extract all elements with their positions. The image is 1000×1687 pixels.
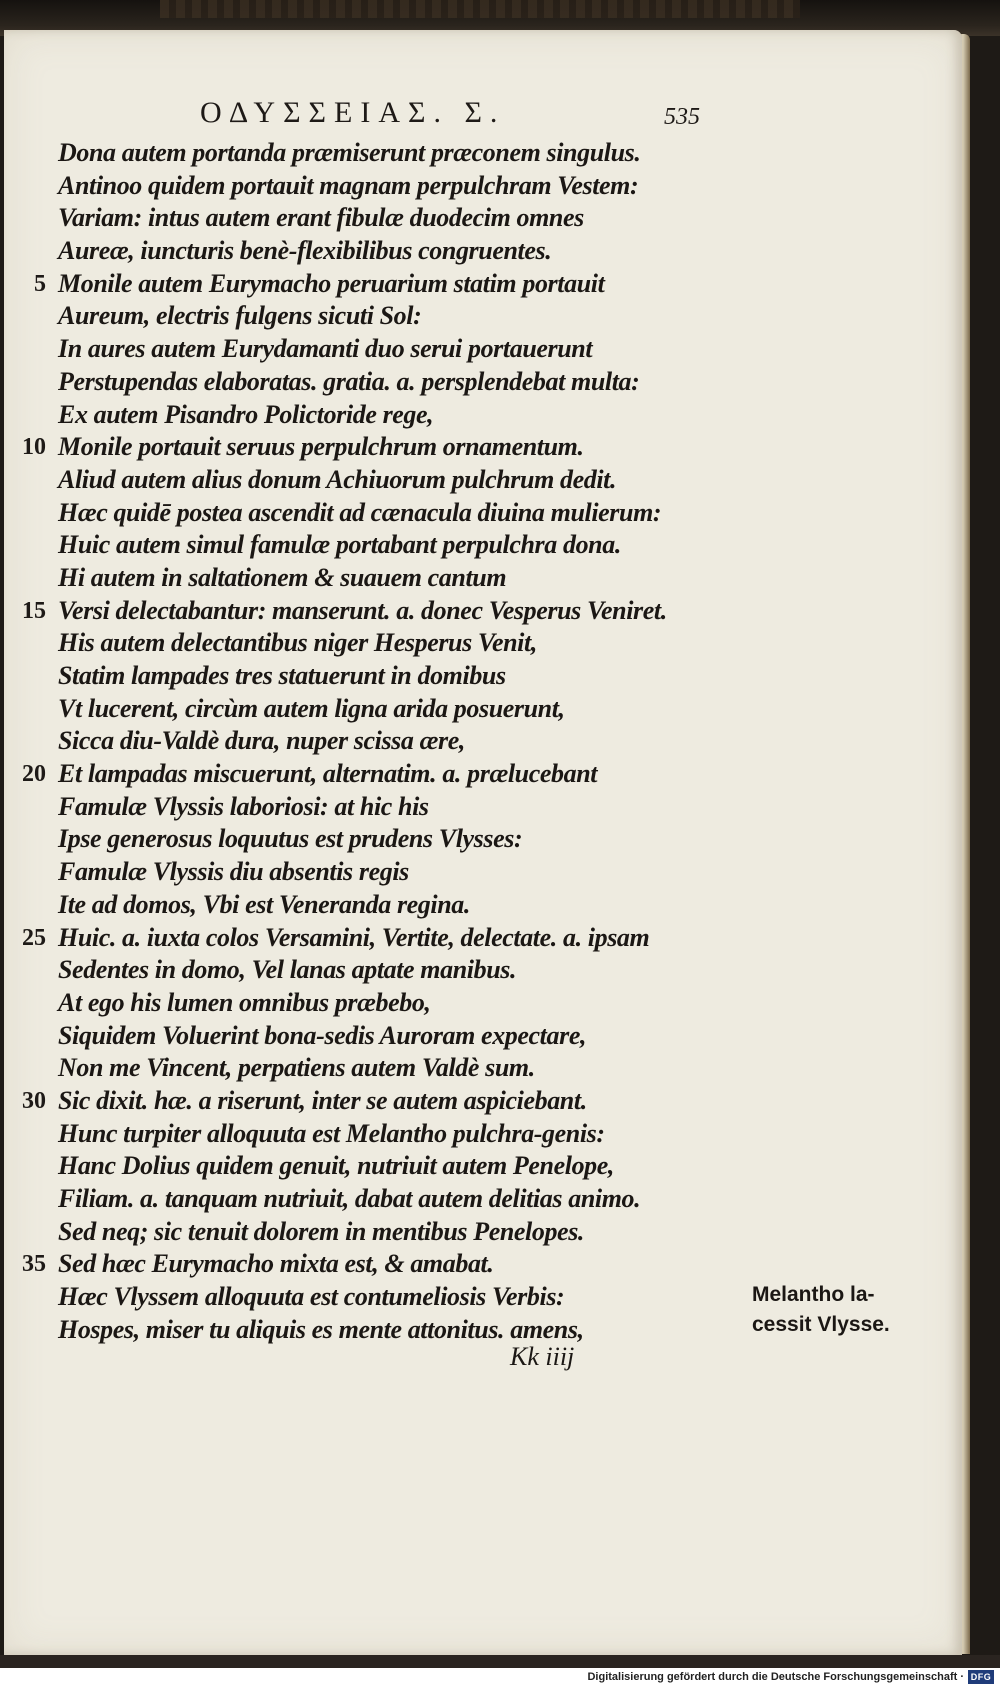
footer-credit-text: Digitalisierung gefördert durch die Deutsche Forschungsgemeinschaft · (587, 1671, 964, 1683)
verse-number: 10 (22, 434, 46, 461)
verse-text: Variam: intus autem erant fibulæ duodecim omnes (58, 203, 584, 233)
verse-line (0, 399, 960, 432)
verse-line (0, 562, 960, 595)
verse-text: Monile portauit seruus perpulchrum ornamentum. (58, 432, 584, 462)
verse-text: Aureæ, iuncturis benè-flexibilibus congruentes. (58, 236, 552, 266)
verse-text: Non me Vincent, perpatiens autem Valdè sum. (58, 1053, 535, 1083)
verse-line (0, 987, 960, 1020)
verse-text: Ite ad domos, Vbi est Veneranda regina. (58, 889, 470, 919)
verse-line (0, 660, 960, 693)
verse-text: Dona autem portanda præmiserunt præconem singulus. (58, 138, 641, 167)
verse-text: Famulæ Vlyssis laboriosi: at hic his (58, 791, 429, 821)
verse-line (0, 1052, 960, 1085)
verse-line (0, 823, 960, 856)
verse-number: 30 (22, 1087, 46, 1114)
verse-line (0, 791, 960, 824)
verse-text: Sic dixit. hæ. a riserunt, inter se autem aspiciebant. (58, 1085, 587, 1115)
verse-number: 5 (34, 270, 46, 297)
verse-text: Hæc quidē postea ascendit ad cænacula diuina mulierum: (58, 497, 662, 527)
verse-text: Sed hæc Eurymacho mixta est, & amabat. (58, 1249, 494, 1279)
verse-line (0, 1183, 960, 1216)
verse-text: Hunc turpiter alloquuta est Melantho pulchra-genis: (58, 1118, 605, 1148)
verse-text: Aliud autem alius donum Achiuorum pulchrum dedit. (58, 464, 617, 494)
verse-line (0, 300, 960, 333)
verse-text: Versi delectabantur: manserunt. a. donec Vesperus Veniret. (58, 595, 667, 625)
marginal-note-line: Melantho la- (752, 1283, 875, 1306)
dfg-logo: DFG (968, 1670, 994, 1684)
verse-text: Sedentes in domo, Vel lanas aptate manibus. (58, 955, 517, 985)
verse-text: Sed neq; sic tenuit dolorem in mentibus Penelopes. (58, 1216, 585, 1246)
verse-line (0, 366, 960, 399)
verse-line (0, 268, 960, 301)
verse-text: Huic. a. iuxta colos Versamini, Vertite, delectate. a. ipsam (58, 922, 650, 952)
verse-text: Vt lucerent, circùm autem ligna arida posuerunt, (58, 693, 565, 723)
verse-text: Et lampadas miscuerunt, alternatim. a. prælucebant (58, 759, 598, 789)
marginal-note-line: cessit Vlysse. (752, 1313, 890, 1336)
verse-line (0, 431, 960, 464)
verse-text: His autem delectantibus niger Hesperus Venit, (58, 628, 537, 658)
verse-text: Ipse generosus loquutus est prudens Vlysses: (58, 824, 523, 854)
verse-text: Huic autem simul famulæ portabant perpulchra dona. (58, 530, 621, 560)
verse-text: Famulæ Vlyssis diu absentis regis (58, 857, 409, 887)
verse-line (0, 1118, 960, 1151)
scan-background-bottom (0, 1655, 1000, 1668)
verse-line (0, 333, 960, 366)
verse-line (0, 856, 960, 889)
verse-text: Statim lampades tres statuerunt in domibus (58, 661, 506, 690)
verse-number: 15 (22, 597, 46, 624)
verse-text: Filiam. a. tanquam nutriuit, dabat autem delitias animo. (58, 1184, 641, 1213)
verse-line (0, 725, 960, 758)
verse-line (0, 464, 960, 497)
verse-number: 20 (22, 761, 46, 788)
page-number: 535 (664, 104, 700, 130)
verse-text: Siquidem Voluerint bona-sedis Auroram expectare, (58, 1020, 587, 1050)
verse-line (0, 627, 960, 660)
verse-line (0, 595, 960, 628)
verse-text: Sicca diu-Valdè dura, nuper scissa ære, (58, 726, 465, 756)
verse-number: 35 (22, 1251, 46, 1278)
verse-line (0, 693, 960, 726)
verse-line (0, 889, 960, 922)
verse-line (0, 1150, 960, 1183)
verse-line (0, 137, 960, 170)
verse-line (0, 1216, 960, 1249)
verse-text: Hi autem in saltationem & suauem cantum (58, 562, 507, 592)
verse-text: Antinoo quidem portauit magnam perpulchram Vestem: (58, 170, 639, 200)
verse-line (0, 1020, 960, 1053)
verse-text: Hanc Dolius quidem genuit, nutriuit autem Penelope, (58, 1151, 615, 1181)
verse-line (0, 170, 960, 203)
verse-line (0, 202, 960, 235)
verse-text: Hæc Vlyssem alloquuta est contumeliosis Verbis: (58, 1282, 565, 1312)
verse-line (0, 497, 960, 530)
marginal-note (752, 1280, 932, 1340)
verse-line (0, 235, 960, 268)
verse-text: Aureum, electris fulgens sicuti Sol: (58, 301, 422, 331)
verse-line (0, 1085, 960, 1118)
verse-list (0, 137, 960, 1346)
verse-line (0, 758, 960, 791)
verse-line (0, 922, 960, 955)
verse-text: Hospes, miser tu aliquis es mente attonitus. amens, (58, 1314, 584, 1344)
verse-text: In aures autem Eurydamanti duo serui portauerunt (58, 334, 593, 364)
verse-number: 25 (22, 924, 46, 951)
running-head: ΟΔΥΣΣΕΙΑΣ. Σ. (200, 96, 506, 129)
verse-text: Perstupendas elaboratas. gratia. a. persplendebat multa: (58, 366, 640, 396)
verse-text: Ex autem Pisandro Polictoride rege, (58, 399, 434, 429)
verse-line (0, 529, 960, 562)
verse-text: At ego his lumen omnibus præbebo, (58, 987, 431, 1017)
verse-line (0, 954, 960, 987)
signature-mark: Kk iiij (510, 1342, 575, 1371)
verse-text: Monile autem Eurymacho peruarium statim portauit (58, 268, 605, 298)
verse-line (0, 1248, 960, 1281)
